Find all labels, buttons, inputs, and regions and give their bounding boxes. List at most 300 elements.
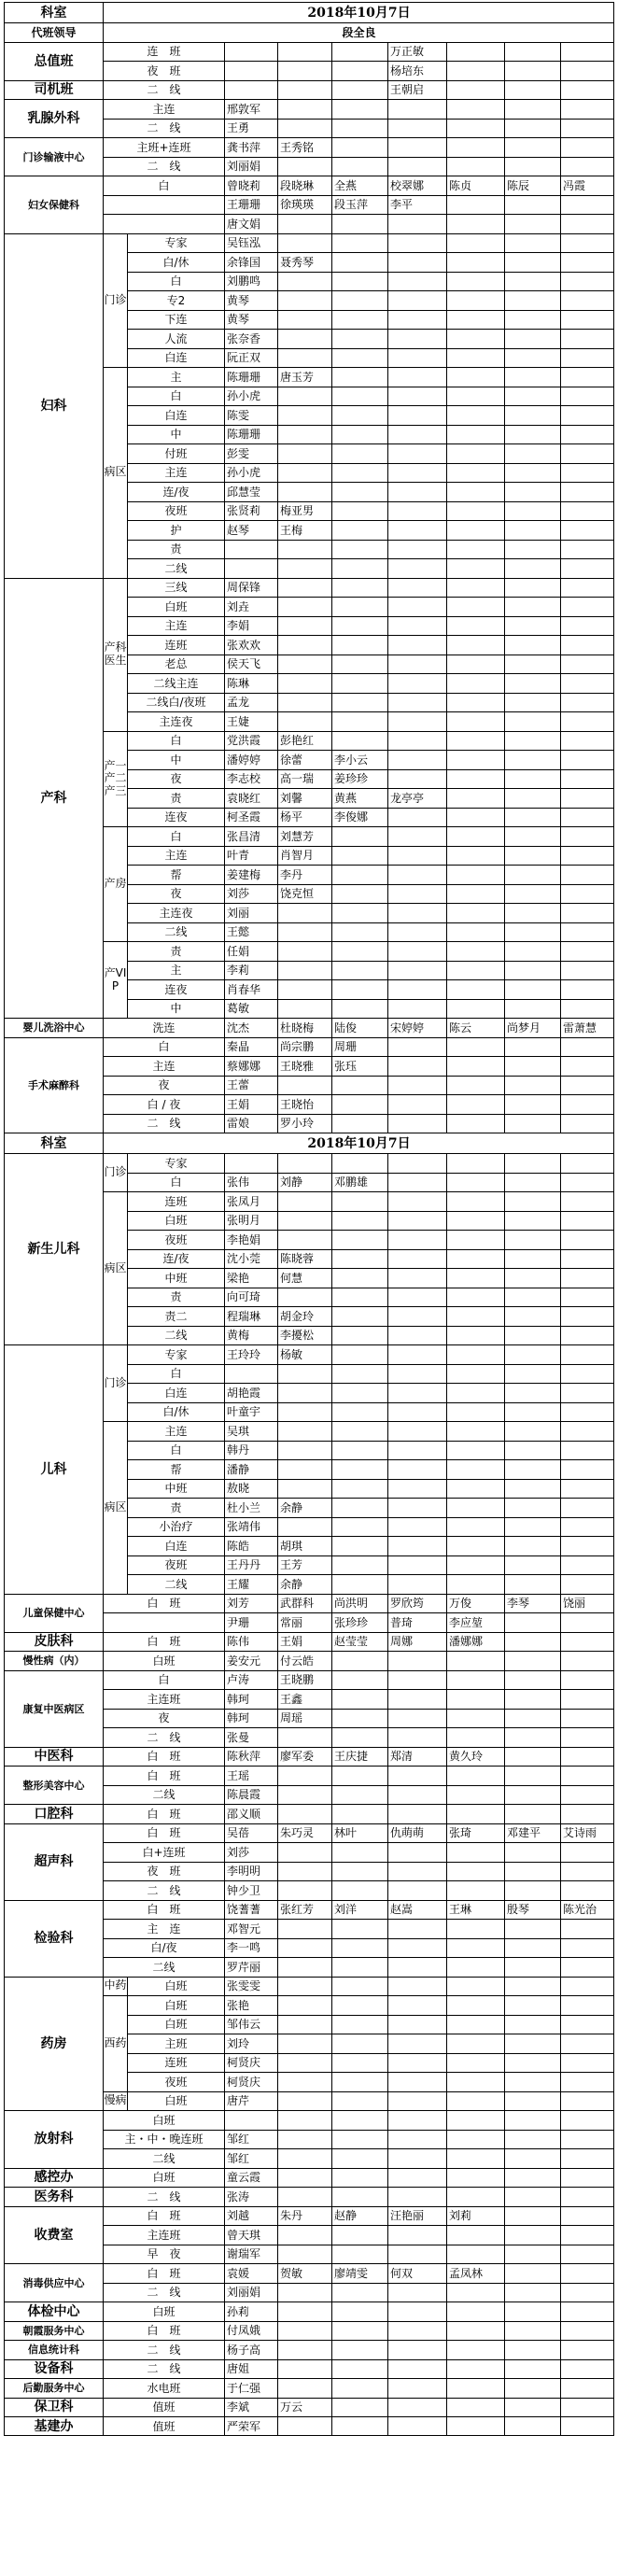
staff-name bbox=[387, 482, 446, 501]
shift-label: 专家 bbox=[127, 233, 224, 253]
staff-name bbox=[504, 865, 560, 884]
staff-name bbox=[560, 1459, 614, 1479]
staff-name: 姜建梅 bbox=[224, 865, 277, 884]
staff-name bbox=[277, 214, 331, 233]
staff-name: 陆俊 bbox=[331, 1018, 387, 1037]
staff-name bbox=[331, 2245, 387, 2264]
staff-name: 孟凤林 bbox=[446, 2263, 504, 2283]
shift-label: 白连 bbox=[127, 1383, 224, 1402]
staff-name bbox=[387, 1880, 446, 1900]
staff-name bbox=[277, 1076, 331, 1095]
staff-name bbox=[331, 272, 387, 291]
staff-name bbox=[560, 922, 614, 942]
staff-name bbox=[331, 2072, 387, 2091]
staff-name bbox=[277, 1804, 331, 1823]
staff-name: 李娟 bbox=[224, 616, 277, 636]
header-dept: 科室 bbox=[4, 2, 103, 22]
staff-name bbox=[277, 1842, 331, 1862]
staff-name bbox=[446, 2148, 504, 2168]
staff-name: 彭艳红 bbox=[277, 731, 331, 751]
staff-name bbox=[277, 1230, 331, 1249]
staff-name bbox=[277, 2034, 331, 2053]
staff-name bbox=[446, 195, 504, 215]
staff-name: 韩珂 bbox=[224, 1689, 277, 1709]
staff-name bbox=[331, 2378, 387, 2398]
staff-name bbox=[331, 1938, 387, 1958]
duty-leader-label: 代班领导 bbox=[4, 22, 103, 42]
staff-name: 徐蕾 bbox=[277, 750, 331, 769]
area-label: 西药 bbox=[103, 1995, 127, 2091]
staff-name bbox=[387, 1191, 446, 1211]
staff-name bbox=[446, 157, 504, 176]
area-label: 慢病 bbox=[103, 2091, 127, 2111]
staff-name: 李莉 bbox=[224, 961, 277, 980]
staff-name bbox=[277, 635, 331, 655]
staff-name bbox=[504, 1094, 560, 1114]
shift-label: 责二 bbox=[127, 1306, 224, 1326]
staff-name bbox=[331, 1766, 387, 1785]
staff-name bbox=[277, 2110, 331, 2130]
staff-name: 曾晓莉 bbox=[224, 176, 277, 195]
staff-name bbox=[331, 999, 387, 1019]
staff-name: 李明明 bbox=[224, 1862, 277, 1881]
staff-name: 邓建平 bbox=[504, 1823, 560, 1843]
staff-name bbox=[560, 1364, 614, 1384]
shift-label: 主 bbox=[127, 367, 224, 387]
staff-name bbox=[277, 387, 331, 406]
shift-label: 白 班 bbox=[103, 1766, 224, 1785]
staff-name: 宋婷婷 bbox=[387, 1018, 446, 1037]
shift-label: 白连 bbox=[127, 348, 224, 368]
shift-label: 白 班 bbox=[103, 1632, 224, 1652]
staff-name bbox=[504, 2148, 560, 2168]
staff-name bbox=[504, 941, 560, 961]
staff-name bbox=[560, 558, 614, 578]
staff-name bbox=[224, 1364, 277, 1384]
shift-label: 白/夜 bbox=[103, 1938, 224, 1958]
staff-name bbox=[560, 80, 614, 100]
staff-name: 陈珊珊 bbox=[224, 425, 277, 444]
shift-label: 二线 bbox=[127, 1574, 224, 1594]
staff-name bbox=[560, 711, 614, 731]
staff-name bbox=[446, 272, 504, 291]
staff-name bbox=[277, 1383, 331, 1402]
staff-name bbox=[387, 99, 446, 119]
staff-name bbox=[331, 1977, 387, 1996]
staff-name bbox=[331, 137, 387, 157]
staff-name bbox=[331, 99, 387, 119]
shift-label: 主连班 bbox=[103, 2225, 224, 2245]
staff-name: 武群科 bbox=[277, 1594, 331, 1613]
staff-name: 王芳 bbox=[277, 1555, 331, 1575]
staff-name bbox=[504, 1402, 560, 1422]
staff-name bbox=[331, 655, 387, 674]
staff-name: 刘玲 bbox=[224, 2034, 277, 2053]
staff-name: 林叶 bbox=[331, 1823, 387, 1843]
staff-name bbox=[560, 1094, 614, 1114]
staff-name bbox=[277, 903, 331, 922]
staff-name bbox=[504, 2225, 560, 2245]
shift-label: 主班+连班 bbox=[103, 137, 224, 157]
department-label: 朝霞服务中心 bbox=[4, 2321, 103, 2341]
department-label: 放射科 bbox=[4, 2110, 103, 2168]
staff-name bbox=[446, 540, 504, 559]
staff-name bbox=[446, 1651, 504, 1670]
staff-name: 向可琦 bbox=[224, 1288, 277, 1307]
staff-name: 周保锋 bbox=[224, 578, 277, 598]
staff-name bbox=[331, 1459, 387, 1479]
staff-name bbox=[331, 1268, 387, 1288]
staff-name: 张涛 bbox=[224, 2187, 277, 2206]
staff-name bbox=[560, 941, 614, 961]
staff-name bbox=[504, 1383, 560, 1402]
staff-name bbox=[277, 1766, 331, 1785]
staff-name: 韩丹 bbox=[224, 1441, 277, 1460]
staff-name bbox=[504, 1173, 560, 1192]
staff-name bbox=[446, 443, 504, 463]
staff-name bbox=[446, 1326, 504, 1345]
staff-name bbox=[387, 1306, 446, 1326]
staff-name bbox=[560, 157, 614, 176]
staff-name bbox=[331, 922, 387, 942]
staff-name: 何双 bbox=[387, 2263, 446, 2283]
staff-name bbox=[387, 1938, 446, 1958]
staff-name bbox=[560, 1612, 614, 1632]
department-label: 超声科 bbox=[4, 1823, 103, 1900]
staff-name bbox=[446, 1459, 504, 1479]
staff-name bbox=[504, 1938, 560, 1958]
staff-name bbox=[387, 673, 446, 693]
staff-name bbox=[504, 808, 560, 827]
staff-name bbox=[331, 1880, 387, 1900]
staff-name: 罗小玲 bbox=[277, 1114, 331, 1133]
department-label: 康复中医病区 bbox=[4, 1670, 103, 1747]
shift-label: 白班 bbox=[103, 2168, 224, 2188]
staff-name bbox=[560, 2072, 614, 2091]
shift-label: 责 bbox=[127, 788, 224, 808]
staff-name bbox=[277, 80, 331, 100]
area-label: 门诊 bbox=[103, 1153, 127, 1191]
staff-name bbox=[504, 1153, 560, 1173]
staff-name bbox=[504, 1441, 560, 1460]
staff-name: 付凤娥 bbox=[224, 2321, 277, 2341]
staff-name bbox=[560, 1785, 614, 1805]
staff-name bbox=[446, 252, 504, 272]
staff-name bbox=[331, 635, 387, 655]
department-label: 儿童保健中心 bbox=[4, 1594, 103, 1632]
staff-name bbox=[331, 711, 387, 731]
staff-name bbox=[446, 1076, 504, 1095]
staff-name bbox=[560, 1536, 614, 1555]
staff-name bbox=[504, 1288, 560, 1307]
staff-name bbox=[277, 99, 331, 119]
staff-name bbox=[446, 2072, 504, 2091]
staff-name: 李艳娟 bbox=[224, 1230, 277, 1249]
staff-name bbox=[387, 558, 446, 578]
staff-name: 王婕 bbox=[224, 711, 277, 731]
staff-name bbox=[277, 2130, 331, 2149]
staff-name bbox=[387, 2225, 446, 2245]
shift-label: 白 bbox=[127, 1173, 224, 1192]
staff-name bbox=[560, 233, 614, 253]
shift-label: 白 bbox=[127, 387, 224, 406]
shift-label: 值班 bbox=[103, 2416, 224, 2436]
shift-label: 白班 bbox=[127, 1211, 224, 1231]
staff-name bbox=[331, 2187, 387, 2206]
staff-name bbox=[331, 616, 387, 636]
staff-name bbox=[277, 1364, 331, 1384]
shift-label: 白 bbox=[127, 1441, 224, 1460]
staff-name bbox=[331, 367, 387, 387]
staff-name bbox=[331, 1727, 387, 1747]
shift-label: 连夜 bbox=[127, 808, 224, 827]
staff-name bbox=[446, 1785, 504, 1805]
staff-name bbox=[560, 1555, 614, 1575]
staff-name bbox=[331, 1479, 387, 1499]
staff-name bbox=[446, 2302, 504, 2321]
staff-name: 肖春华 bbox=[224, 979, 277, 999]
staff-name: 邢敦军 bbox=[224, 99, 277, 119]
staff-name bbox=[560, 425, 614, 444]
staff-name bbox=[387, 865, 446, 884]
staff-name: 张艳 bbox=[224, 1995, 277, 2015]
shift-label: 白/休 bbox=[127, 1402, 224, 1422]
staff-name bbox=[387, 2283, 446, 2302]
staff-name bbox=[277, 482, 331, 501]
shift-label: 护 bbox=[127, 520, 224, 540]
shift-label: 白连 bbox=[127, 1536, 224, 1555]
staff-name: 刘洋 bbox=[331, 1900, 387, 1920]
staff-name bbox=[331, 2302, 387, 2321]
staff-name: 龚书萍 bbox=[224, 137, 277, 157]
staff-name bbox=[560, 1479, 614, 1499]
shift-label: 水电班 bbox=[103, 2378, 224, 2398]
staff-name bbox=[560, 1211, 614, 1231]
staff-name: 雷娘 bbox=[224, 1114, 277, 1133]
shift-label: 白 bbox=[127, 826, 224, 846]
staff-name bbox=[331, 1306, 387, 1326]
staff-name bbox=[277, 290, 331, 310]
staff-name bbox=[446, 1173, 504, 1192]
staff-name: 张欢欢 bbox=[224, 635, 277, 655]
shift-label: 主连 bbox=[127, 1421, 224, 1441]
shift-label: 夜 bbox=[127, 884, 224, 904]
staff-name: 唐姐 bbox=[224, 2359, 277, 2379]
staff-name bbox=[446, 2053, 504, 2073]
staff-name: 杜小兰 bbox=[224, 1498, 277, 1517]
department-label: 医务科 bbox=[4, 2187, 103, 2206]
staff-name: 张贤莉 bbox=[224, 501, 277, 521]
staff-name bbox=[387, 348, 446, 368]
staff-name bbox=[504, 2187, 560, 2206]
staff-name bbox=[504, 979, 560, 999]
staff-name: 王庆捷 bbox=[331, 1747, 387, 1767]
staff-name: 邵义顺 bbox=[224, 1804, 277, 1823]
staff-name: 杜晓梅 bbox=[277, 1018, 331, 1037]
staff-name bbox=[560, 42, 614, 62]
staff-name bbox=[387, 1804, 446, 1823]
shift-label: 连班 bbox=[127, 635, 224, 655]
staff-name: 刘丽娟 bbox=[224, 157, 277, 176]
staff-name bbox=[504, 693, 560, 712]
shift-label: 主连夜 bbox=[127, 903, 224, 922]
staff-name bbox=[387, 387, 446, 406]
shift-label: 夜 班 bbox=[103, 1862, 224, 1881]
staff-name bbox=[277, 673, 331, 693]
shift-label: 连夜 bbox=[127, 979, 224, 999]
staff-name bbox=[560, 2130, 614, 2149]
area-label: 产VIP bbox=[103, 941, 127, 1018]
shift-label: 白 班 bbox=[103, 2263, 224, 2283]
staff-name bbox=[331, 1919, 387, 1938]
shift-label: 连/夜 bbox=[127, 1249, 224, 1269]
department-label: 整形美容中心 bbox=[4, 1766, 103, 1804]
department-label: 后勤服务中心 bbox=[4, 2378, 103, 2398]
staff-name bbox=[277, 2283, 331, 2302]
staff-name bbox=[277, 1211, 331, 1231]
staff-name: 陈贞 bbox=[446, 176, 504, 195]
staff-name bbox=[446, 348, 504, 368]
staff-name: 陈伟 bbox=[224, 1632, 277, 1652]
staff-name: 赵琴 bbox=[224, 520, 277, 540]
staff-name bbox=[387, 2359, 446, 2379]
staff-name bbox=[560, 769, 614, 789]
staff-name bbox=[331, 1114, 387, 1133]
staff-name bbox=[560, 310, 614, 330]
shift-label: 白连 bbox=[127, 405, 224, 425]
staff-name bbox=[331, 443, 387, 463]
staff-name bbox=[560, 367, 614, 387]
staff-name bbox=[331, 2130, 387, 2149]
staff-name bbox=[504, 2302, 560, 2321]
staff-name: 柯圣霞 bbox=[224, 808, 277, 827]
department-label: 感控办 bbox=[4, 2168, 103, 2188]
staff-name bbox=[446, 578, 504, 598]
shift-label: 二 线 bbox=[103, 1114, 224, 1133]
staff-name bbox=[446, 865, 504, 884]
staff-name bbox=[504, 635, 560, 655]
staff-name bbox=[331, 731, 387, 751]
staff-name: 艾诗雨 bbox=[560, 1823, 614, 1843]
staff-name: 王懿 bbox=[224, 922, 277, 942]
staff-name: 龙亭亭 bbox=[387, 788, 446, 808]
staff-name bbox=[504, 80, 560, 100]
staff-name bbox=[504, 501, 560, 521]
staff-name bbox=[331, 2398, 387, 2417]
staff-name: 赵静 bbox=[331, 2206, 387, 2226]
staff-name bbox=[387, 1709, 446, 1728]
shift-label: 夜 bbox=[103, 1076, 224, 1095]
shift-label: 白班 bbox=[103, 1651, 224, 1670]
staff-name bbox=[331, 1536, 387, 1555]
staff-name bbox=[277, 2053, 331, 2073]
staff-name bbox=[504, 655, 560, 674]
staff-name bbox=[446, 1555, 504, 1575]
staff-name: 陈雯 bbox=[224, 405, 277, 425]
staff-name: 刘鹏鸣 bbox=[224, 272, 277, 291]
staff-name bbox=[331, 252, 387, 272]
staff-name bbox=[446, 2187, 504, 2206]
staff-name bbox=[387, 1211, 446, 1231]
staff-name: 周瑶 bbox=[277, 1709, 331, 1728]
staff-name bbox=[277, 979, 331, 999]
staff-name bbox=[387, 2187, 446, 2206]
staff-name bbox=[446, 233, 504, 253]
staff-name bbox=[446, 1536, 504, 1555]
staff-name bbox=[504, 1766, 560, 1785]
staff-name bbox=[277, 2225, 331, 2245]
staff-name bbox=[446, 520, 504, 540]
staff-name bbox=[560, 1344, 614, 1364]
staff-name bbox=[277, 1957, 331, 1977]
staff-name bbox=[387, 405, 446, 425]
shift-label: 主连 bbox=[103, 99, 224, 119]
header-dept: 科室 bbox=[4, 1133, 103, 1153]
staff-name bbox=[560, 1727, 614, 1747]
staff-name bbox=[331, 2321, 387, 2341]
staff-name bbox=[504, 1268, 560, 1288]
staff-name bbox=[446, 1094, 504, 1114]
staff-name bbox=[331, 1153, 387, 1173]
shift-label: 二线 bbox=[127, 922, 224, 942]
staff-name: 万俊 bbox=[446, 1594, 504, 1613]
staff-name: 王琳 bbox=[446, 1900, 504, 1920]
staff-name: 王丹丹 bbox=[224, 1555, 277, 1575]
staff-name bbox=[504, 137, 560, 157]
staff-name: 谢瑞军 bbox=[224, 2245, 277, 2264]
staff-name bbox=[560, 501, 614, 521]
staff-name bbox=[331, 1094, 387, 1114]
staff-name bbox=[387, 1268, 446, 1288]
staff-name bbox=[560, 750, 614, 769]
shift-label: 白班 bbox=[127, 1995, 224, 2015]
staff-name bbox=[387, 1727, 446, 1747]
staff-name: 任娟 bbox=[224, 941, 277, 961]
staff-name bbox=[446, 1842, 504, 1862]
staff-name bbox=[331, 1517, 387, 1537]
staff-name bbox=[331, 1383, 387, 1402]
staff-name: 于仁强 bbox=[224, 2378, 277, 2398]
staff-name bbox=[560, 1191, 614, 1211]
department-label: 体检中心 bbox=[4, 2302, 103, 2321]
staff-name bbox=[277, 233, 331, 253]
staff-name bbox=[446, 1709, 504, 1728]
staff-name bbox=[560, 1037, 614, 1057]
staff-name bbox=[387, 1651, 446, 1670]
staff-name bbox=[504, 443, 560, 463]
area-label: 病区 bbox=[103, 1421, 127, 1594]
staff-name bbox=[504, 769, 560, 789]
staff-name bbox=[446, 1517, 504, 1537]
staff-name bbox=[387, 1977, 446, 1996]
staff-name bbox=[504, 1421, 560, 1441]
staff-name bbox=[331, 1574, 387, 1594]
staff-name: 彭雯 bbox=[224, 443, 277, 463]
staff-name bbox=[277, 1880, 331, 1900]
staff-name bbox=[277, 2187, 331, 2206]
staff-name: 张琦 bbox=[446, 1823, 504, 1843]
staff-name bbox=[387, 1574, 446, 1594]
staff-name: 李平 bbox=[387, 195, 446, 215]
staff-name bbox=[446, 463, 504, 483]
staff-name bbox=[504, 1670, 560, 1690]
staff-name: 沈小莞 bbox=[224, 1249, 277, 1269]
staff-name bbox=[560, 1574, 614, 1594]
staff-name: 汪艳丽 bbox=[387, 2206, 446, 2226]
staff-name bbox=[277, 463, 331, 483]
staff-name bbox=[560, 405, 614, 425]
staff-name bbox=[387, 1288, 446, 1307]
